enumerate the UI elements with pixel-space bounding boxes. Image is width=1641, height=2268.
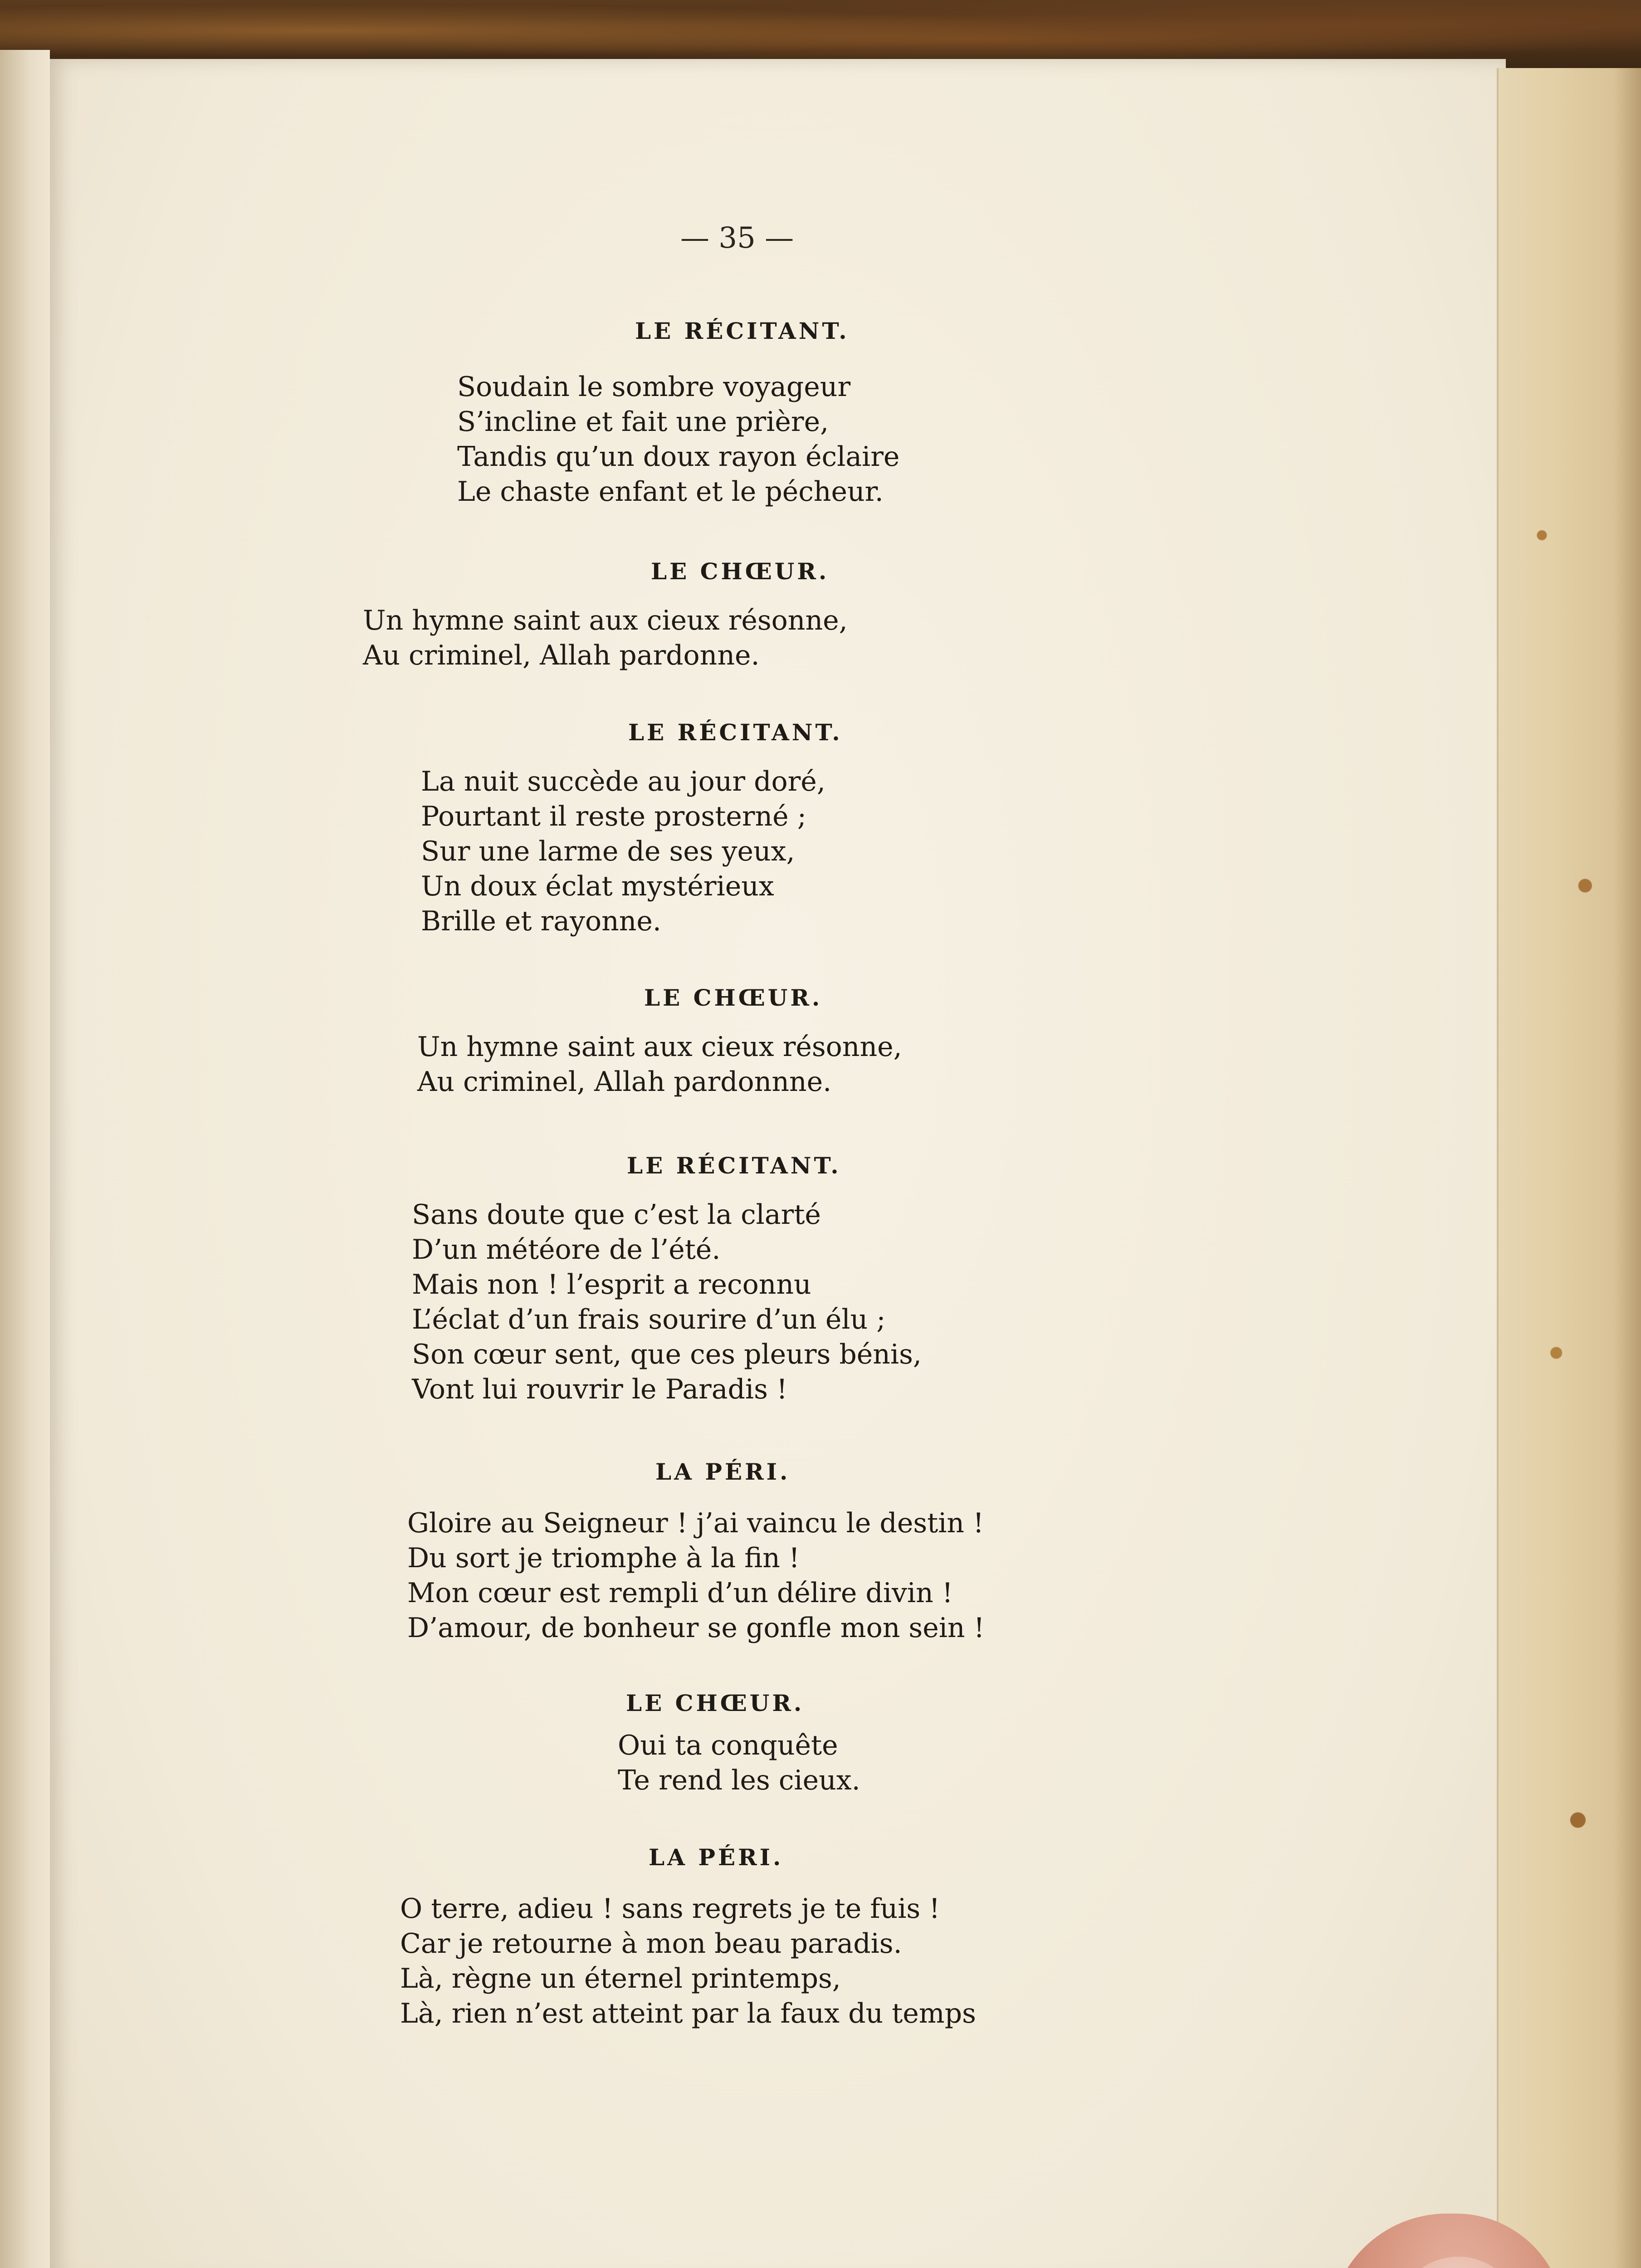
verse-line: Son cœur sent, que ces pleurs bénis, [412,1339,922,1370]
verse-line: Te rend les cieux. [618,1765,860,1796]
verse-line: Soudain le sombre voyageur [457,371,851,403]
verse-line: Oui ta conquête [618,1730,838,1761]
verse-line: Au criminel, Allah pardonnne. [417,1066,832,1098]
verse-line: Au criminel, Allah pardonne. [363,640,760,671]
verse-line: S’incline et fait une prière, [457,406,829,438]
verse-line: Gloire au Seigneur ! j’ai vaincu le destin ! [407,1507,984,1539]
verse-line: Sans doute que c’est la clarté [412,1199,821,1231]
speaker-heading: LE CHŒUR. [644,984,823,1011]
speaker-heading: LE RÉCITANT. [627,1152,841,1179]
verse-line: D’un météore de l’été. [412,1234,721,1266]
verse-line: Vont lui rouvrir le Paradis ! [412,1374,788,1405]
speaker-heading: LA PÉRI. [649,1844,784,1871]
verse-line: Sur une larme de ses yeux, [421,836,795,867]
verse-line: O terre, adieu ! sans regrets je te fuis ! [400,1893,940,1925]
speaker-heading: LE CHŒUR. [626,1690,805,1716]
verse-line: Mais non ! l’esprit a reconnu [412,1269,811,1300]
verse-line: Un doux éclat mystérieux [421,870,774,902]
page-foxing [50,2259,1506,2268]
speaker-heading: LE RÉCITANT. [635,318,850,344]
verse-line: Tandis qu’un doux rayon éclaire [457,441,900,473]
verse-stanza [363,603,848,673]
verse-stanza [457,370,899,509]
verse-line: Là, rien n’est atteint par la faux du temps [400,1998,976,2029]
verse-line: Le chaste enfant et le pécheur. [457,476,884,508]
verse-stanza [407,1506,985,1646]
verse-stanza [417,1030,902,1100]
verse-line: Un hymne saint aux cieux résonne, [417,1031,902,1063]
verse-stanza [412,1198,922,1407]
verse-line: Car je retourne à mon beau paradis. [400,1928,902,1960]
verse-line: Brille et rayonne. [421,905,661,937]
verse-line: L’éclat d’un frais sourire d’un élu ; [412,1304,886,1335]
verse-line: Mon cœur est rempli d’un délire divin ! [407,1577,953,1609]
verse-line: Du sort je triomphe à la fin ! [407,1542,800,1574]
verse-stanza [400,1892,976,2031]
verse-line: Là, règne un éternel printemps, [400,1963,841,1994]
verse-line: Un hymne saint aux cieux résonne, [363,605,848,636]
speaker-heading: LE RÉCITANT. [628,719,843,746]
page-stack-edge [1497,68,1641,2268]
left-page-edge [0,50,50,2268]
speaker-heading: LE CHŒUR. [651,558,830,585]
speaker-heading: LA PÉRI. [655,1458,791,1485]
page-number: — 35 — [680,221,794,255]
verse-stanza [618,1728,860,1798]
verse-line: La nuit succède au jour doré, [421,766,825,797]
verse-line: Pourtant il reste prosterné ; [421,801,806,832]
verse-line: D’amour, de bonheur se gonfle mon sein ! [407,1612,985,1644]
verse-stanza [421,764,825,939]
